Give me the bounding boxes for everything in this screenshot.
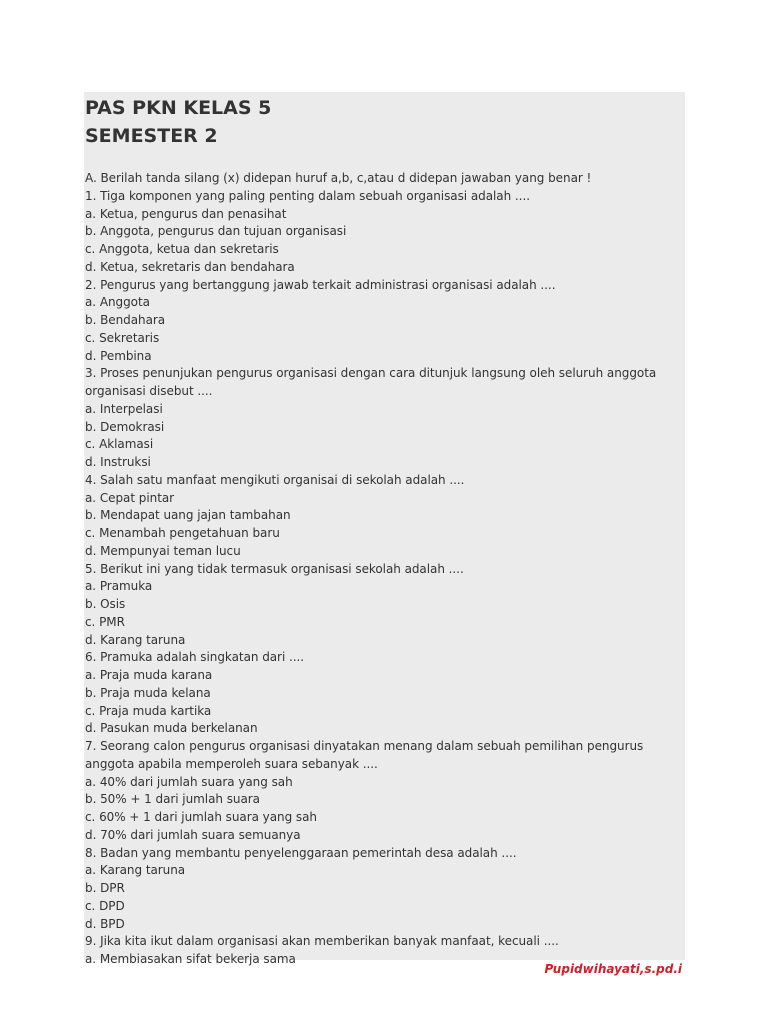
option-1a: a. Ketua, pengurus dan penasihat (85, 206, 287, 221)
question-4: 4. Salah satu manfaat mengikuti organisai di sekolah adalah .... (85, 472, 465, 487)
option-8c: c. DPD (85, 898, 125, 913)
option-2c: c. Sekretaris (85, 330, 160, 345)
document-title (85, 94, 683, 150)
option-6d: d. Pasukan muda berkelanan (85, 721, 258, 736)
option-6c: c. Praja muda kartika (85, 703, 212, 718)
option-5c: c. PMR (85, 614, 125, 629)
question-7: 7. Seorang calon pengurus organisasi dinyatakan menang dalam sebuah pemilihan pengurus anggota apabila memperoleh suara sebanyak .... (85, 739, 644, 771)
option-7b: b. 50% + 1 dari jumlah suara (85, 792, 260, 807)
title-line-2: SEMESTER 2 (85, 125, 218, 147)
question-3: 3. Proses penunjukan pengurus organisasi dengan cara ditunjuk langsung oleh seluruh anggota organisasi disebut .... (85, 366, 657, 398)
question-1: 1. Tiga komponen yang paling penting dalam sebuah organisasi adalah .... (85, 188, 530, 203)
option-5a: a. Pramuka (85, 579, 153, 594)
option-4c: c. Menambah pengetahuan baru (85, 526, 280, 540)
document-content (85, 94, 683, 969)
question-9: 9. Jika kita ikut dalam organisasi akan memberikan banyak manfaat, kecuali .... (85, 934, 559, 949)
option-1d: d. Ketua, sekretaris dan bendahara (85, 259, 295, 274)
option-4a: a. Cepat pintar (85, 490, 175, 505)
option-3c: c. Aklamasi (85, 437, 154, 452)
option-7a: a. 40% dari jumlah suara yang sah (85, 774, 293, 789)
option-4b: b. Mendapat uang jajan tambahan (85, 508, 291, 523)
option-6a: a. Praja muda karana (85, 668, 213, 682)
question-5: 5. Berikut ini yang tidak termasuk organisasi sekolah adalah .... (85, 561, 464, 576)
option-1c: c. Anggota, ketua dan sekretaris (85, 242, 279, 256)
option-6b: b. Praja muda kelana (85, 685, 211, 700)
option-2a: a. Anggota (85, 295, 150, 310)
option-3d: d. Instruksi (85, 455, 151, 469)
option-1b: b. Anggota, pengurus dan tujuan organisasi (85, 224, 347, 239)
option-4d: d. Mempunyai teman lucu (85, 543, 241, 558)
author-signature: Pupidwihayati,s.pd.i (544, 962, 682, 976)
question-6: 6. Pramuka adalah singkatan dari .... (85, 650, 305, 665)
option-8a: a. Karang taruna (85, 863, 186, 878)
option-7c: c. 60% + 1 dari jumlah suara yang sah (85, 810, 317, 824)
option-8d: d. BPD (85, 916, 125, 931)
option-3b: b. Demokrasi (85, 419, 165, 434)
option-2d: d. Pembina (85, 348, 152, 363)
title-line-1: PAS PKN KELAS 5 (85, 97, 272, 119)
option-7d: d. 70% dari jumlah suara semuanya (85, 827, 301, 842)
option-2b: b. Bendahara (85, 313, 166, 327)
option-9a: a. Membiasakan sifat bekerja sama (85, 952, 296, 966)
option-8b: b. DPR (85, 881, 125, 895)
option-5d: d. Karang taruna (85, 632, 186, 647)
question-8: 8. Badan yang membantu penyelenggaraan pemerintah desa adalah .... (85, 845, 517, 860)
option-5b: b. Osis (85, 597, 126, 611)
option-3a: a. Interpelasi (85, 401, 163, 416)
instruction-text: A. Berilah tanda silang (x) didepan huruf a,b, c,atau d didepan jawaban yang benar ! (85, 171, 592, 185)
question-2: 2. Pengurus yang bertanggung jawab terkait administrasi organisasi adalah .... (85, 277, 556, 292)
question-list (85, 170, 683, 969)
